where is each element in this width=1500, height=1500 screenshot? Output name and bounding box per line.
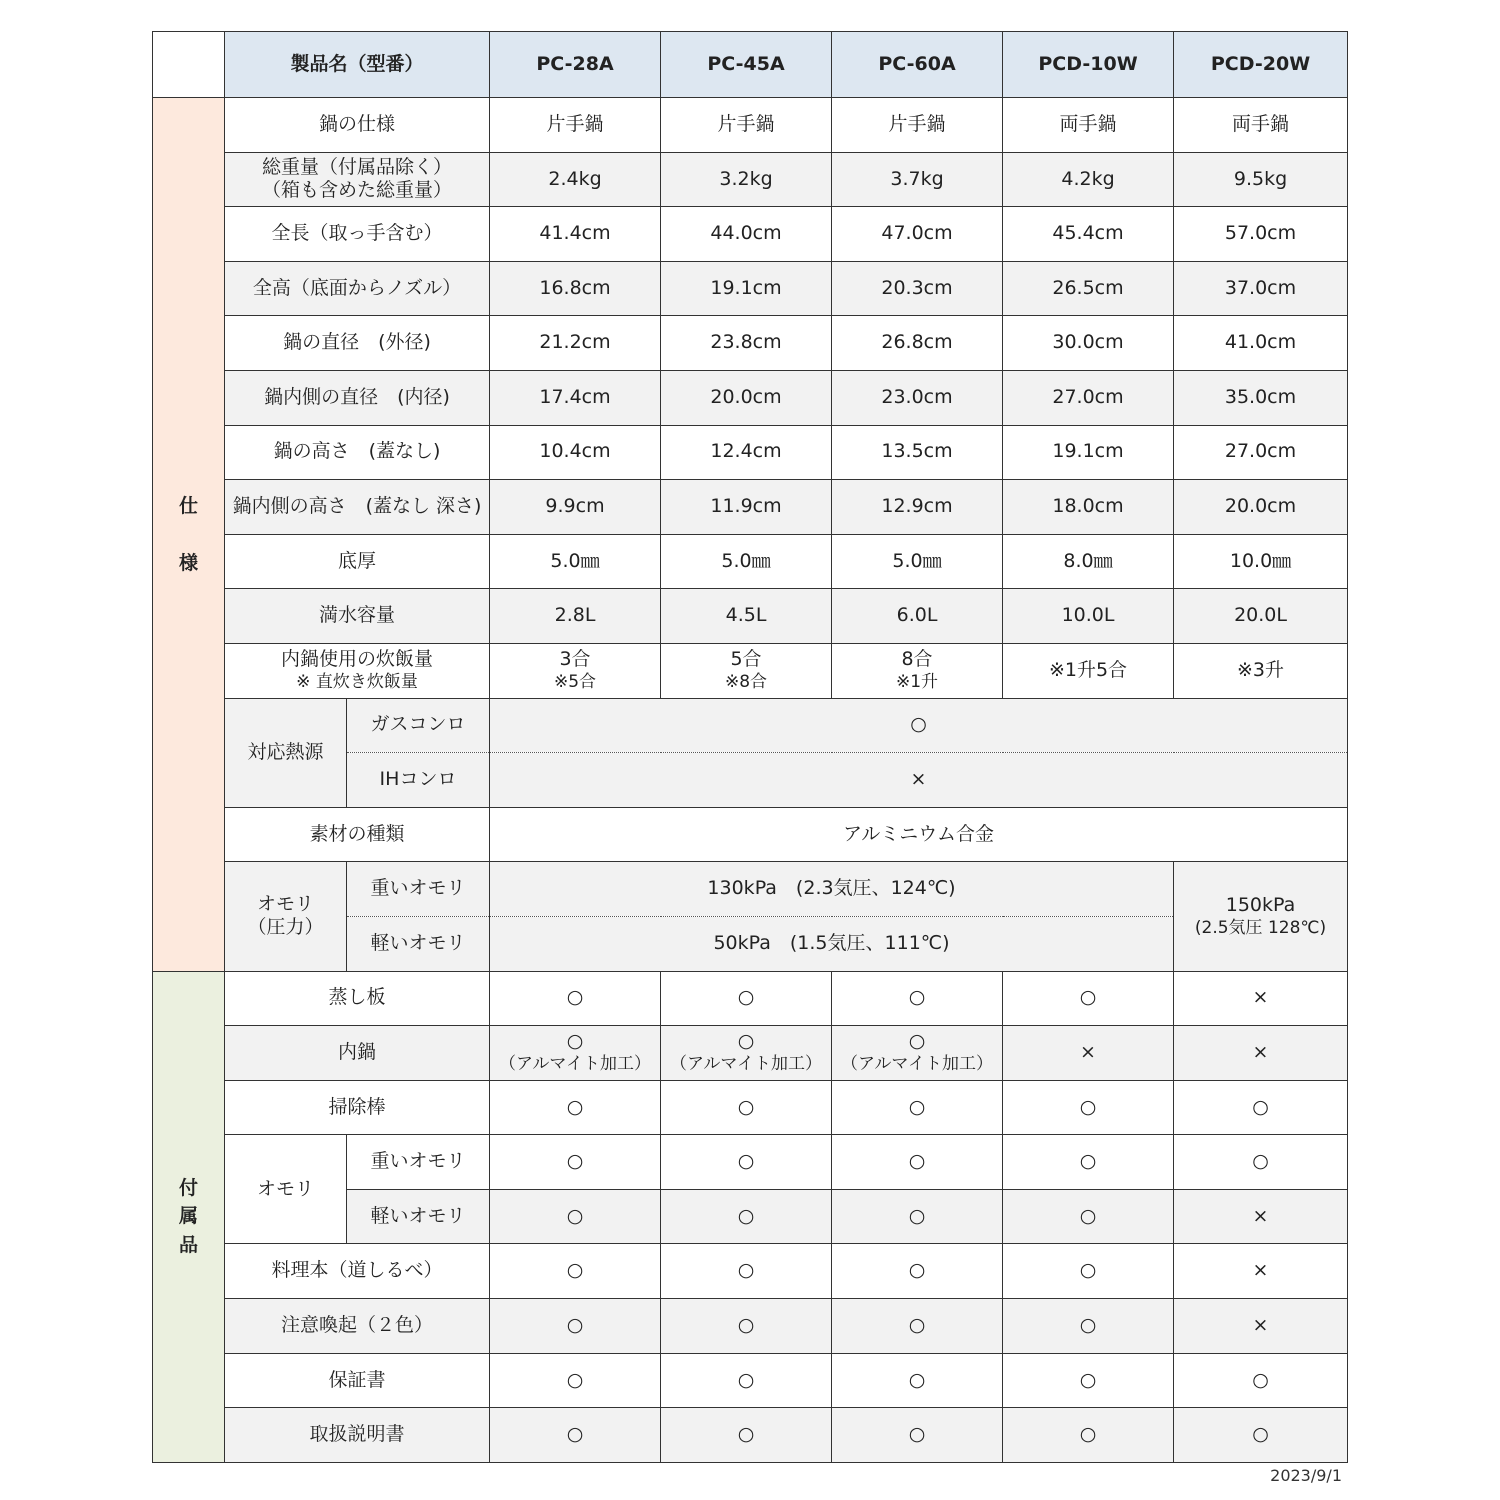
cell-value: 20.0cm bbox=[661, 370, 832, 425]
cell-value: 27.0cm bbox=[1174, 425, 1348, 480]
cell-value: × bbox=[1174, 1189, 1348, 1244]
cell-value: ○ bbox=[1174, 1353, 1348, 1408]
model-header: PCD-10W bbox=[1003, 32, 1174, 98]
cell-value: 両手鍋 bbox=[1174, 98, 1348, 153]
cell-value: ○ bbox=[832, 1244, 1003, 1299]
cell-value: 3.7kg bbox=[832, 152, 1003, 207]
row-label: 鍋の高さ (蓋なし) bbox=[225, 425, 490, 480]
row-label: 全高（底面からノズル） bbox=[225, 261, 490, 316]
weight-label: オモリ （圧力） bbox=[225, 862, 347, 971]
row-label: 注意喚起（２色） bbox=[225, 1299, 490, 1354]
acc-row bbox=[153, 971, 1348, 1026]
cell-value: 21.2cm bbox=[490, 316, 661, 371]
row-label: 全長（取っ手含む） bbox=[225, 207, 490, 262]
cell-value: ○ bbox=[832, 1135, 1003, 1190]
spec-table bbox=[152, 31, 1348, 1463]
cell-value: ※3升 bbox=[1174, 643, 1348, 698]
acc-row bbox=[153, 1408, 1348, 1463]
spec-row bbox=[153, 480, 1348, 535]
cell-value: 20.0L bbox=[1174, 589, 1348, 644]
cell-value: ○ bbox=[490, 1135, 661, 1190]
row-label: 鍋内側の高さ (蓋なし 深さ) bbox=[225, 480, 490, 535]
row-label: 取扱説明書 bbox=[225, 1408, 490, 1463]
cell-value: ○ bbox=[1003, 1408, 1174, 1463]
cell-value: ○ bbox=[1174, 1080, 1348, 1135]
cell-value: 5.0㎜ bbox=[832, 534, 1003, 589]
cell-value: ○ bbox=[1003, 1244, 1174, 1299]
acc-row bbox=[153, 1244, 1348, 1299]
cell-value: 47.0cm bbox=[832, 207, 1003, 262]
cell-value: 5.0㎜ bbox=[490, 534, 661, 589]
big-weight-value: 150kPa (2.5気圧 128℃) bbox=[1174, 862, 1348, 971]
row-label: 蒸し板 bbox=[225, 971, 490, 1026]
cell-value: ○ bbox=[1003, 1189, 1174, 1244]
material-row bbox=[153, 807, 1348, 862]
cell-value: × bbox=[1174, 1244, 1348, 1299]
cell-value: ○ bbox=[661, 1189, 832, 1244]
cell-value: ○ bbox=[832, 971, 1003, 1026]
cell-value: ○ bbox=[1003, 1080, 1174, 1135]
cell-value: 片手鍋 bbox=[490, 98, 661, 153]
cell-value: ○ （アルマイト加工） bbox=[490, 1026, 661, 1081]
row-label: 鍋の直径 (外径) bbox=[225, 316, 490, 371]
cell-value: 10.0L bbox=[1003, 589, 1174, 644]
light-weight-value: 50kPa (1.5気圧、111℃) bbox=[490, 916, 1174, 971]
cell-value: ○ bbox=[832, 1299, 1003, 1354]
cell-value: 9.5kg bbox=[1174, 152, 1348, 207]
model-header: PC-45A bbox=[661, 32, 832, 98]
light-weight-label: 軽いオモリ bbox=[347, 916, 490, 971]
cell-value: × bbox=[1174, 971, 1348, 1026]
spec-row bbox=[153, 152, 1348, 207]
spec-row bbox=[153, 207, 1348, 262]
cell-value: 19.1cm bbox=[661, 261, 832, 316]
product-name-header: 製品名（型番） bbox=[225, 32, 490, 98]
cell-value: 35.0cm bbox=[1174, 370, 1348, 425]
cell-value: 8.0㎜ bbox=[1003, 534, 1174, 589]
cell-value: ○ bbox=[490, 1408, 661, 1463]
cell-value: ○ （アルマイト加工） bbox=[661, 1026, 832, 1081]
cell-value: ○ bbox=[490, 1244, 661, 1299]
cell-value: 16.8cm bbox=[490, 261, 661, 316]
cell-value: 41.4cm bbox=[490, 207, 661, 262]
row-label: 総重量（付属品除く） （箱も含めた総重量） bbox=[225, 152, 490, 207]
cell-value: 3.2kg bbox=[661, 152, 832, 207]
acc-row bbox=[153, 1299, 1348, 1354]
cell-value: 片手鍋 bbox=[661, 98, 832, 153]
rice-row bbox=[153, 643, 1348, 698]
row-label: 掃除棒 bbox=[225, 1080, 490, 1135]
cell-value: × bbox=[1174, 1299, 1348, 1354]
cell-value: ○ bbox=[490, 971, 661, 1026]
gas-label: ガスコンロ bbox=[347, 698, 490, 753]
cell-value: ○ bbox=[490, 1353, 661, 1408]
heat-gas-row bbox=[153, 698, 1348, 753]
cell-value: ○ bbox=[1174, 1135, 1348, 1190]
cell-value: 12.9cm bbox=[832, 480, 1003, 535]
cell-value: 両手鍋 bbox=[1003, 98, 1174, 153]
spec-row bbox=[153, 589, 1348, 644]
cell-value: 5.0㎜ bbox=[661, 534, 832, 589]
cell-value: 45.4cm bbox=[1003, 207, 1174, 262]
model-header: PC-60A bbox=[832, 32, 1003, 98]
cell-value: ○ bbox=[832, 1080, 1003, 1135]
cell-value: ○ bbox=[661, 1080, 832, 1135]
row-label: 底厚 bbox=[225, 534, 490, 589]
cell-value: ※1升5合 bbox=[1003, 643, 1174, 698]
cell-value: 57.0cm bbox=[1174, 207, 1348, 262]
corner-cell bbox=[153, 32, 225, 98]
cell-value: 20.0cm bbox=[1174, 480, 1348, 535]
cell-value: 8合 ※1升 bbox=[832, 643, 1003, 698]
cell-value: ○ （アルマイト加工） bbox=[832, 1026, 1003, 1081]
material-value: アルミニウム合金 bbox=[490, 807, 1348, 862]
cell-value: ○ bbox=[1003, 1299, 1174, 1354]
section-spec-label: 仕 様 bbox=[153, 98, 225, 972]
document-date: 2023/9/1 bbox=[1270, 1466, 1342, 1485]
row-label: 素材の種類 bbox=[225, 807, 490, 862]
cell-value: ○ bbox=[490, 1080, 661, 1135]
cell-value: 5合 ※8合 bbox=[661, 643, 832, 698]
ih-value: × bbox=[490, 753, 1348, 808]
cell-value: 10.0㎜ bbox=[1174, 534, 1348, 589]
cell-value: ○ bbox=[490, 1189, 661, 1244]
cell-value: 37.0cm bbox=[1174, 261, 1348, 316]
spec-row bbox=[153, 425, 1348, 480]
gas-value: ○ bbox=[490, 698, 1348, 753]
cell-value: 26.8cm bbox=[832, 316, 1003, 371]
cell-value: 30.0cm bbox=[1003, 316, 1174, 371]
cell-value: 41.0cm bbox=[1174, 316, 1348, 371]
model-header: PCD-20W bbox=[1174, 32, 1348, 98]
acc-row bbox=[153, 1026, 1348, 1081]
cell-value: ○ bbox=[1003, 1135, 1174, 1190]
cell-value: 6.0L bbox=[832, 589, 1003, 644]
weight-heavy-row bbox=[153, 862, 1348, 917]
cell-value: × bbox=[1174, 1026, 1348, 1081]
spec-row bbox=[153, 316, 1348, 371]
row-label: 満水容量 bbox=[225, 589, 490, 644]
acc-light-label: 軽いオモリ bbox=[347, 1189, 490, 1244]
cell-value: 9.9cm bbox=[490, 480, 661, 535]
cell-value: 10.4cm bbox=[490, 425, 661, 480]
cell-value: ○ bbox=[1003, 1353, 1174, 1408]
acc-row bbox=[153, 1353, 1348, 1408]
cell-value: 2.4kg bbox=[490, 152, 661, 207]
cell-value: 18.0cm bbox=[1003, 480, 1174, 535]
cell-value: 4.5L bbox=[661, 589, 832, 644]
spec-row bbox=[153, 534, 1348, 589]
cell-value: ○ bbox=[832, 1408, 1003, 1463]
cell-value: 19.1cm bbox=[1003, 425, 1174, 480]
acc-weight-label: オモリ bbox=[225, 1135, 347, 1244]
acc-row bbox=[153, 1080, 1348, 1135]
acc-heavy-label: 重いオモリ bbox=[347, 1135, 490, 1190]
spec-row bbox=[153, 261, 1348, 316]
row-label: 保証書 bbox=[225, 1353, 490, 1408]
cell-value: ○ bbox=[832, 1353, 1003, 1408]
spec-row bbox=[153, 370, 1348, 425]
acc-weight-heavy-row bbox=[153, 1135, 1348, 1190]
cell-value: 片手鍋 bbox=[832, 98, 1003, 153]
row-label: 料理本（道しるべ） bbox=[225, 1244, 490, 1299]
cell-value: 12.4cm bbox=[661, 425, 832, 480]
model-header: PC-28A bbox=[490, 32, 661, 98]
cell-value: 44.0cm bbox=[661, 207, 832, 262]
cell-value: ○ bbox=[661, 1244, 832, 1299]
cell-value: 23.8cm bbox=[661, 316, 832, 371]
row-label: 内鍋使用の炊飯量 ※ 直炊き炊飯量 bbox=[225, 643, 490, 698]
cell-value: ○ bbox=[661, 971, 832, 1026]
section-accessories-label: 付 属 品 bbox=[153, 971, 225, 1462]
cell-value: ○ bbox=[490, 1299, 661, 1354]
cell-value: ○ bbox=[661, 1135, 832, 1190]
cell-value: ○ bbox=[661, 1353, 832, 1408]
cell-value: ○ bbox=[661, 1299, 832, 1354]
cell-value: 17.4cm bbox=[490, 370, 661, 425]
cell-value: × bbox=[1003, 1026, 1174, 1081]
heat-source-label: 対応熱源 bbox=[225, 698, 347, 807]
ih-label: IHコンロ bbox=[347, 753, 490, 808]
row-label: 鍋内側の直径 (内径) bbox=[225, 370, 490, 425]
cell-value: ○ bbox=[1174, 1408, 1348, 1463]
spec-row bbox=[153, 98, 1348, 153]
row-label: 鍋の仕様 bbox=[225, 98, 490, 153]
cell-value: ○ bbox=[1003, 971, 1174, 1026]
cell-value: 23.0cm bbox=[832, 370, 1003, 425]
cell-value: 4.2kg bbox=[1003, 152, 1174, 207]
cell-value: 2.8L bbox=[490, 589, 661, 644]
cell-value: 26.5cm bbox=[1003, 261, 1174, 316]
cell-value: 13.5cm bbox=[832, 425, 1003, 480]
cell-value: ○ bbox=[832, 1189, 1003, 1244]
cell-value: 27.0cm bbox=[1003, 370, 1174, 425]
cell-value: 20.3cm bbox=[832, 261, 1003, 316]
header-row bbox=[153, 32, 1348, 98]
heavy-weight-value: 130kPa (2.3気圧、124℃) bbox=[490, 862, 1174, 917]
row-label: 内鍋 bbox=[225, 1026, 490, 1081]
cell-value: ○ bbox=[661, 1408, 832, 1463]
heavy-weight-label: 重いオモリ bbox=[347, 862, 490, 917]
cell-value: 3合 ※5合 bbox=[490, 643, 661, 698]
cell-value: 11.9cm bbox=[661, 480, 832, 535]
